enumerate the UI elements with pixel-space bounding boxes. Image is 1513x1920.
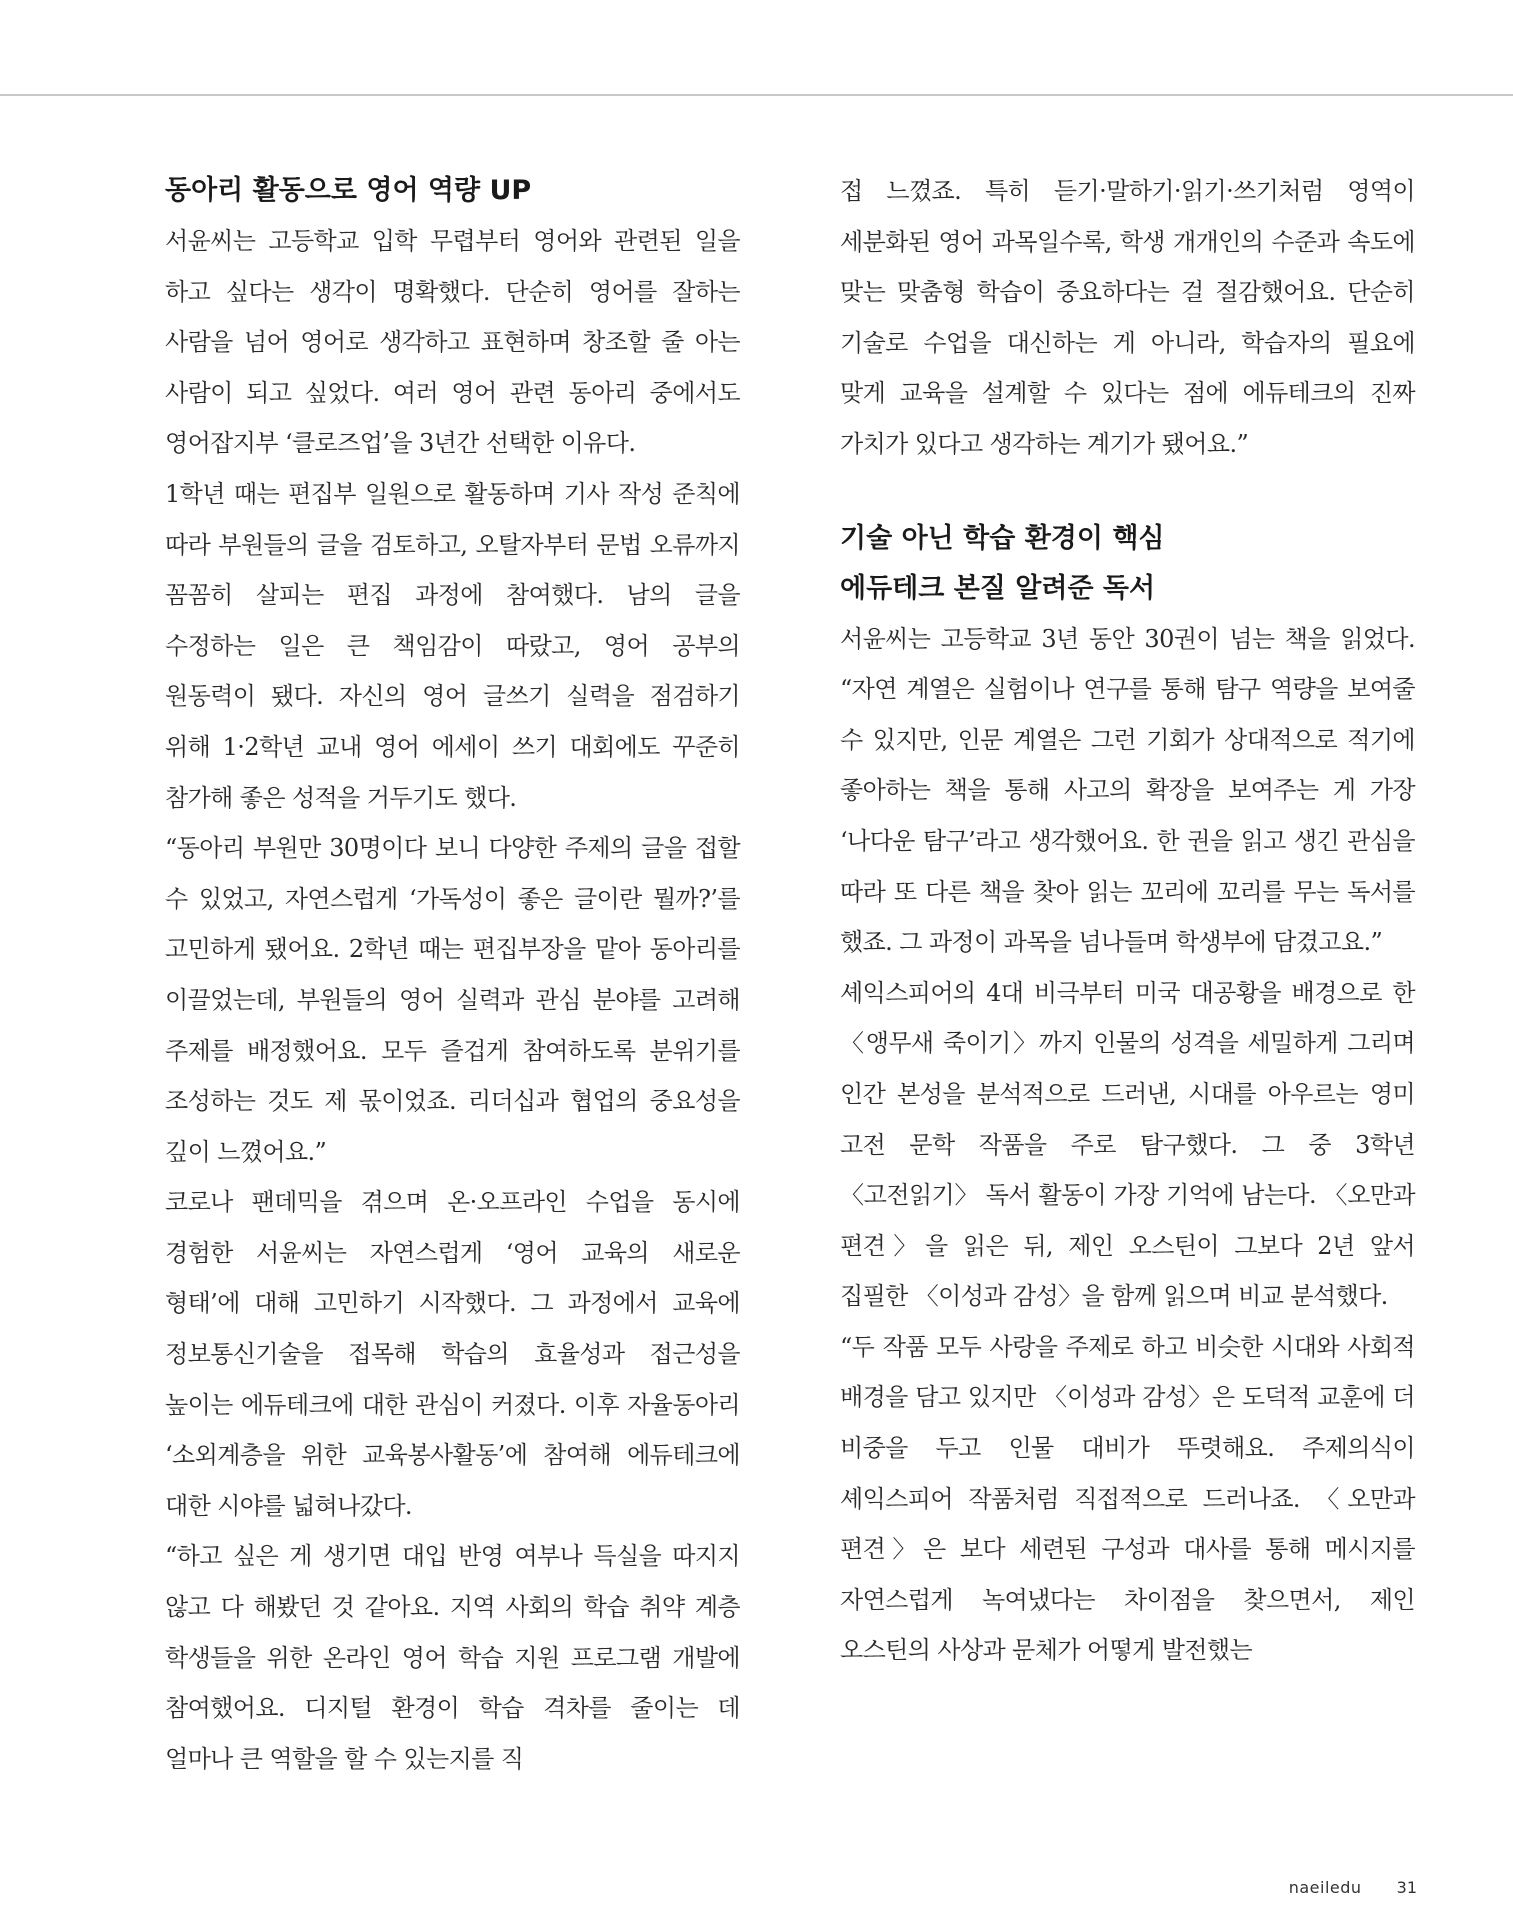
paragraph: 셰익스피어의 4대 비극부터 미국 대공황을 배경으로 한 〈앵무새 죽이기〉까지 인물의 성격을 세밀하게 그리며 인간 본성을 분석적으로 드러낸, 시대를 아우르는 영미 고전 문학 작품을 주로 탐구했다. 그 중 3학년 〈고전읽기〉 독서 활동이 가장 기억에 남는다. 〈오만과 편견〉을 읽은 뒤, 제인 오스틴이 그보다 2년 앞서 집필한 〈이성과 감성〉을 함께 읽으며 비교 분석했다. xyxy=(840,978,1415,1311)
paragraph: “동아리 부원만 30명이다 보니 다양한 주제의 글을 접할 수 있었고, 자연스럽게 ‘가독성이 좋은 글이란 뭘까?’를 고민하게 됐어요. 2학년 때는 편집부장을 맡아 동아리를 이끌었는데, 부원들의 영어 실력과 관심 분야를 고려해 주제를 배정했어요. 모두 즐겁게 참여하도록 분위기를 조성하는 것도 제 몫이었죠. 리더십과 협업의 중요성을 깊이 느꼈어요.” xyxy=(165,834,740,1166)
section-heading-line: 에듀테크 본질 알려준 독서 xyxy=(840,572,1156,604)
section-heading-line: 기술 아닌 학습 환경이 핵심 xyxy=(840,522,1165,554)
right-column xyxy=(840,166,1415,1676)
paragraph: 1학년 때는 편집부 일원으로 활동하며 기사 작성 준칙에 따라 부원들의 글을 검토하고, 오탈자부터 문법 오류까지 꼼꼼히 살피는 편집 과정에 참여했다. 남의 글을 수정하는 일은 큰 책임감이 따랐고, 영어 공부의 원동력이 됐다. 자신의 영어 글쓰기 실력을 점검하기 위해 1·2학년 교내 영어 에세이 쓰기 대회에도 꾸준히 참가해 좋은 성적을 거두기도 했다. xyxy=(165,479,740,812)
paragraph: 서윤씨는 고등학교 입학 무렵부터 영어와 관련된 일을 하고 싶다는 생각이 명확했다. 단순히 영어를 잘하는 사람을 넘어 영어로 생각하고 표현하며 창조할 줄 아는 사람이 되고 싶었다. 여러 영어 관련 동아리 중에서도 영어잡지부 ‘클로즈업’을 3년간 선택한 이유다. xyxy=(165,227,740,458)
paragraph: 코로나 팬데믹을 겪으며 온·오프라인 수업을 동시에 경험한 서윤씨는 자연스럽게 ‘영어 교육의 새로운 형태’에 대해 고민하기 시작했다. 그 과정에서 교육에 정보통신기술을 접목해 학습의 효율성과 접근성을 높이는 에듀테크에 대한 관심이 커졌다. 이후 자율동아리 ‘소외계층을 위한 교육봉사활동’에 참여해 에듀테크에 대한 시야를 넓혀나갔다. xyxy=(165,1188,740,1520)
paragraph: 서윤씨는 고등학교 3년 동안 30권이 넘는 책을 읽었다. “자연 계열은 실험이나 연구를 통해 탐구 역량을 보여줄 수 있지만, 인문 계열은 그런 기회가 상대적으로 적기에 좋아하는 책을 통해 사고의 확장을 보여주는 게 가장 ‘나다운 탐구’라고 생각했어요. 한 권을 읽고 생긴 관심을 따라 또 다른 책을 찾아 읽는 꼬리에 꼬리를 무는 독서를 했죠. 그 과정이 과목을 넘나들며 학생부에 담겼고요.” xyxy=(840,624,1415,957)
paragraph-continued: 접 느꼈죠. 특히 듣기·말하기·읽기·쓰기처럼 영역이 세분화된 영어 과목일수록, 학생 개개인의 수준과 속도에 맞는 맞춤형 학습이 중요하다는 걸 절감했어요. 단순히 기술로 수업을 대신하는 게 아니라, 학습자의 필요에 맞게 교육을 설계할 수 있다는 점에 에듀테크의 진짜 가치가 있다고 생각하는 계기가 됐어요.” xyxy=(840,177,1415,458)
top-divider xyxy=(0,94,1513,96)
page-number: 31 xyxy=(1396,1878,1417,1897)
magazine-name: naeiledu xyxy=(1288,1878,1362,1897)
page-footer xyxy=(1289,1878,1417,1897)
paragraph: “하고 싶은 게 생기면 대입 반영 여부나 득실을 따지지 않고 다 해봤던 것 같아요. 지역 사회의 학습 취약 계층 학생들을 위한 온라인 영어 학습 지원 프로그램 개발에 참여했어요. 디지털 환경이 학습 격차를 줄이는 데 얼마나 큰 역할을 할 수 있는지를 직 xyxy=(165,1542,740,1773)
section-heading-reading xyxy=(840,514,1415,614)
section-heading-club: 동아리 활동으로 영어 역량 UP xyxy=(165,175,532,206)
left-column xyxy=(165,166,740,1784)
paragraph: “두 작품 모두 사랑을 주제로 하고 비슷한 시대와 사회적 배경을 담고 있지만 〈이성과 감성〉은 도덕적 교훈에 더 비중을 두고 인물 대비가 뚜렷해요. 주제의식이 셰익스피어 작품처럼 직접적으로 드러나죠. 〈오만과 편견〉은 보다 세련된 구성과 대사를 통해 메시지를 자연스럽게 녹여냈다는 차이점을 찾으면서, 제인 오스틴의 사상과 문체가 어떻게 발전했는 xyxy=(840,1332,1415,1665)
